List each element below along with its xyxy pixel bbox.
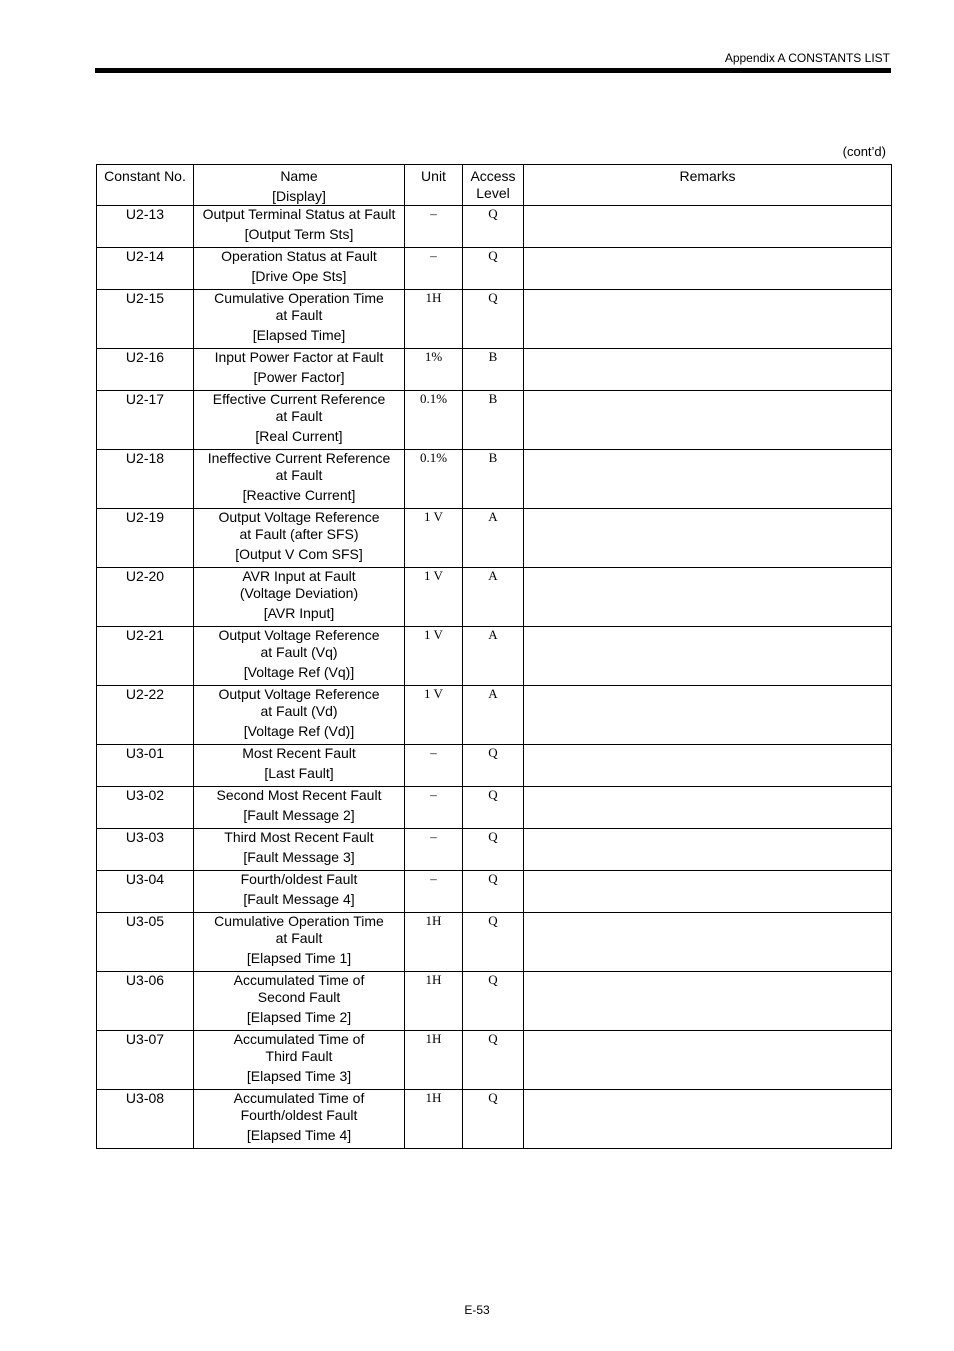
header-access-line2: Level	[476, 185, 510, 201]
name-line: Second Fault	[257, 989, 341, 1005]
display-name: [Drive Ope Sts]	[251, 268, 347, 284]
access-level-cell: Q	[463, 206, 524, 248]
name-cell	[194, 568, 405, 627]
name-line: Fourth/oldest Fault	[240, 1107, 358, 1123]
name-line: at Fault	[275, 930, 323, 946]
name-line: at Fault	[275, 467, 323, 483]
access-level-cell: A	[463, 509, 524, 568]
constant-no-cell: U2-19	[97, 509, 194, 568]
header-access-line1: Access	[470, 168, 516, 184]
constant-no-cell: U2-15	[97, 290, 194, 349]
display-name: [Fault Message 2]	[243, 807, 355, 823]
name-cell	[194, 913, 405, 972]
remarks-cell	[524, 509, 892, 568]
header-name-label: Name	[280, 168, 318, 184]
name-line: at Fault (after SFS)	[239, 526, 359, 542]
table-row	[97, 1031, 892, 1090]
remarks-cell	[524, 290, 892, 349]
name-cell	[194, 450, 405, 509]
unit-cell: 1H	[405, 290, 463, 349]
unit-cell: –	[405, 787, 463, 829]
unit-cell: –	[405, 871, 463, 913]
remarks-cell	[524, 349, 892, 391]
constant-no-cell: U3-02	[97, 787, 194, 829]
table-row	[97, 913, 892, 972]
remarks-cell	[524, 391, 892, 450]
constant-no-cell: U3-07	[97, 1031, 194, 1090]
display-name: [Output Term Sts]	[244, 226, 354, 242]
name-cell	[194, 391, 405, 450]
running-header: Appendix A CONSTANTS LIST	[724, 51, 890, 65]
constant-no-cell: U2-20	[97, 568, 194, 627]
name-cell	[194, 627, 405, 686]
unit-cell: 1 V	[405, 686, 463, 745]
constants-table	[96, 164, 892, 1149]
remarks-cell	[524, 568, 892, 627]
unit-cell: –	[405, 206, 463, 248]
table-row	[97, 509, 892, 568]
access-level-cell: B	[463, 450, 524, 509]
remarks-cell	[524, 248, 892, 290]
name-line: at Fault (Vq)	[260, 644, 338, 660]
name-line: at Fault	[275, 307, 323, 323]
name-cell	[194, 248, 405, 290]
name-line: Accumulated Time of	[233, 972, 365, 988]
name-line: Effective Current Reference	[212, 391, 386, 407]
access-level-cell: A	[463, 627, 524, 686]
access-level-cell: Q	[463, 972, 524, 1031]
access-level-cell: Q	[463, 248, 524, 290]
constant-no-cell: U2-18	[97, 450, 194, 509]
remarks-cell	[524, 206, 892, 248]
name-line: Output Voltage Reference	[218, 686, 380, 702]
unit-cell: –	[405, 829, 463, 871]
name-cell	[194, 787, 405, 829]
name-line: Third Fault	[265, 1048, 333, 1064]
constant-no-cell: U3-03	[97, 829, 194, 871]
name-cell	[194, 349, 405, 391]
table-row	[97, 349, 892, 391]
remarks-cell	[524, 1031, 892, 1090]
table-row	[97, 829, 892, 871]
table-body	[97, 206, 892, 1149]
access-level-cell: Q	[463, 829, 524, 871]
access-level-cell: Q	[463, 787, 524, 829]
unit-cell: 1 V	[405, 627, 463, 686]
constant-no-cell: U2-14	[97, 248, 194, 290]
header-unit: Unit	[405, 165, 463, 206]
name-cell	[194, 829, 405, 871]
display-name: [Voltage Ref (Vd)]	[243, 723, 355, 739]
unit-cell: 1H	[405, 1031, 463, 1090]
name-line: at Fault	[275, 408, 323, 424]
remarks-cell	[524, 871, 892, 913]
display-name: [AVR Input]	[263, 605, 335, 621]
table-row	[97, 1090, 892, 1149]
access-level-cell: Q	[463, 1031, 524, 1090]
constant-no-cell: U3-05	[97, 913, 194, 972]
table-row	[97, 391, 892, 450]
name-line: Fourth/oldest Fault	[240, 871, 358, 887]
remarks-cell	[524, 913, 892, 972]
display-name: [Elapsed Time 1]	[246, 950, 352, 966]
name-cell	[194, 1090, 405, 1149]
table-row	[97, 627, 892, 686]
unit-cell: 0.1%	[405, 391, 463, 450]
name-cell	[194, 1031, 405, 1090]
unit-cell: 1 V	[405, 509, 463, 568]
table-row	[97, 745, 892, 787]
access-level-cell: B	[463, 349, 524, 391]
remarks-cell	[524, 972, 892, 1031]
remarks-cell	[524, 627, 892, 686]
remarks-cell	[524, 450, 892, 509]
unit-cell: –	[405, 745, 463, 787]
name-line: Cumulative Operation Time	[214, 913, 384, 929]
display-name: [Last Fault]	[264, 765, 334, 781]
name-line: Operation Status at Fault	[221, 248, 377, 264]
constant-no-cell: U2-17	[97, 391, 194, 450]
display-name: [Elapsed Time 3]	[246, 1068, 352, 1084]
unit-cell: –	[405, 248, 463, 290]
constant-no-cell: U3-04	[97, 871, 194, 913]
remarks-cell	[524, 829, 892, 871]
unit-cell: 1 V	[405, 568, 463, 627]
constant-no-cell: U2-16	[97, 349, 194, 391]
display-name: [Voltage Ref (Vq)]	[243, 664, 355, 680]
access-level-cell: A	[463, 568, 524, 627]
table-row	[97, 450, 892, 509]
remarks-cell	[524, 1090, 892, 1149]
constant-no-cell: U2-22	[97, 686, 194, 745]
table-row	[97, 871, 892, 913]
name-line: Output Voltage Reference	[218, 509, 380, 525]
remarks-cell	[524, 787, 892, 829]
page-number: E-53	[464, 1303, 490, 1317]
remarks-cell	[524, 745, 892, 787]
name-line: Accumulated Time of	[233, 1090, 365, 1106]
name-line: Output Voltage Reference	[218, 627, 380, 643]
table-row	[97, 686, 892, 745]
name-line: Cumulative Operation Time	[214, 290, 384, 306]
constant-no-cell: U3-08	[97, 1090, 194, 1149]
display-name: [Elapsed Time 2]	[246, 1009, 352, 1025]
name-cell	[194, 206, 405, 248]
header-access-level	[463, 165, 524, 206]
unit-cell: 0.1%	[405, 450, 463, 509]
header-name	[194, 165, 405, 206]
display-name: [Output V Com SFS]	[235, 546, 363, 562]
table-row	[97, 290, 892, 349]
name-line: Most Recent Fault	[242, 745, 356, 761]
header-display-label: [Display]	[272, 188, 326, 204]
constant-no-cell: U2-21	[97, 627, 194, 686]
constant-no-cell: U3-01	[97, 745, 194, 787]
access-level-cell: B	[463, 391, 524, 450]
unit-cell: 1H	[405, 913, 463, 972]
unit-cell: 1%	[405, 349, 463, 391]
display-name: [Fault Message 4]	[243, 891, 355, 907]
access-level-cell: Q	[463, 1090, 524, 1149]
unit-cell: 1H	[405, 972, 463, 1031]
name-line: Ineffective Current Reference	[207, 450, 391, 466]
table-row	[97, 787, 892, 829]
header-remarks: Remarks	[524, 165, 892, 206]
display-name: [Fault Message 3]	[243, 849, 355, 865]
display-name: [Elapsed Time]	[252, 327, 346, 343]
header-constant-no: Constant No.	[97, 165, 194, 206]
constant-no-cell: U3-06	[97, 972, 194, 1031]
name-line: at Fault (Vd)	[260, 703, 338, 719]
display-name: [Power Factor]	[253, 369, 345, 385]
name-line: Second Most Recent Fault	[216, 787, 382, 803]
name-line: Third Most Recent Fault	[224, 829, 374, 845]
header-rule	[95, 68, 891, 73]
name-line: (Voltage Deviation)	[239, 585, 359, 601]
name-cell	[194, 290, 405, 349]
unit-cell: 1H	[405, 1090, 463, 1149]
table-row	[97, 248, 892, 290]
table-row	[97, 206, 892, 248]
access-level-cell: Q	[463, 871, 524, 913]
continued-label: (cont’d)	[842, 144, 886, 159]
constant-no-cell: U2-13	[97, 206, 194, 248]
access-level-cell: Q	[463, 745, 524, 787]
name-cell	[194, 509, 405, 568]
display-name: [Elapsed Time 4]	[246, 1127, 352, 1143]
name-cell	[194, 871, 405, 913]
table-row	[97, 568, 892, 627]
name-cell	[194, 972, 405, 1031]
access-level-cell: Q	[463, 290, 524, 349]
display-name: [Real Current]	[255, 428, 343, 444]
name-cell	[194, 745, 405, 787]
name-line: AVR Input at Fault	[242, 568, 356, 584]
access-level-cell: A	[463, 686, 524, 745]
name-line: Input Power Factor at Fault	[214, 349, 384, 365]
name-line: Output Terminal Status at Fault	[202, 206, 396, 222]
remarks-cell	[524, 686, 892, 745]
table-header-row	[97, 165, 892, 206]
name-line: Accumulated Time of	[233, 1031, 365, 1047]
display-name: [Reactive Current]	[242, 487, 356, 503]
access-level-cell: Q	[463, 913, 524, 972]
name-cell	[194, 686, 405, 745]
table-row	[97, 972, 892, 1031]
